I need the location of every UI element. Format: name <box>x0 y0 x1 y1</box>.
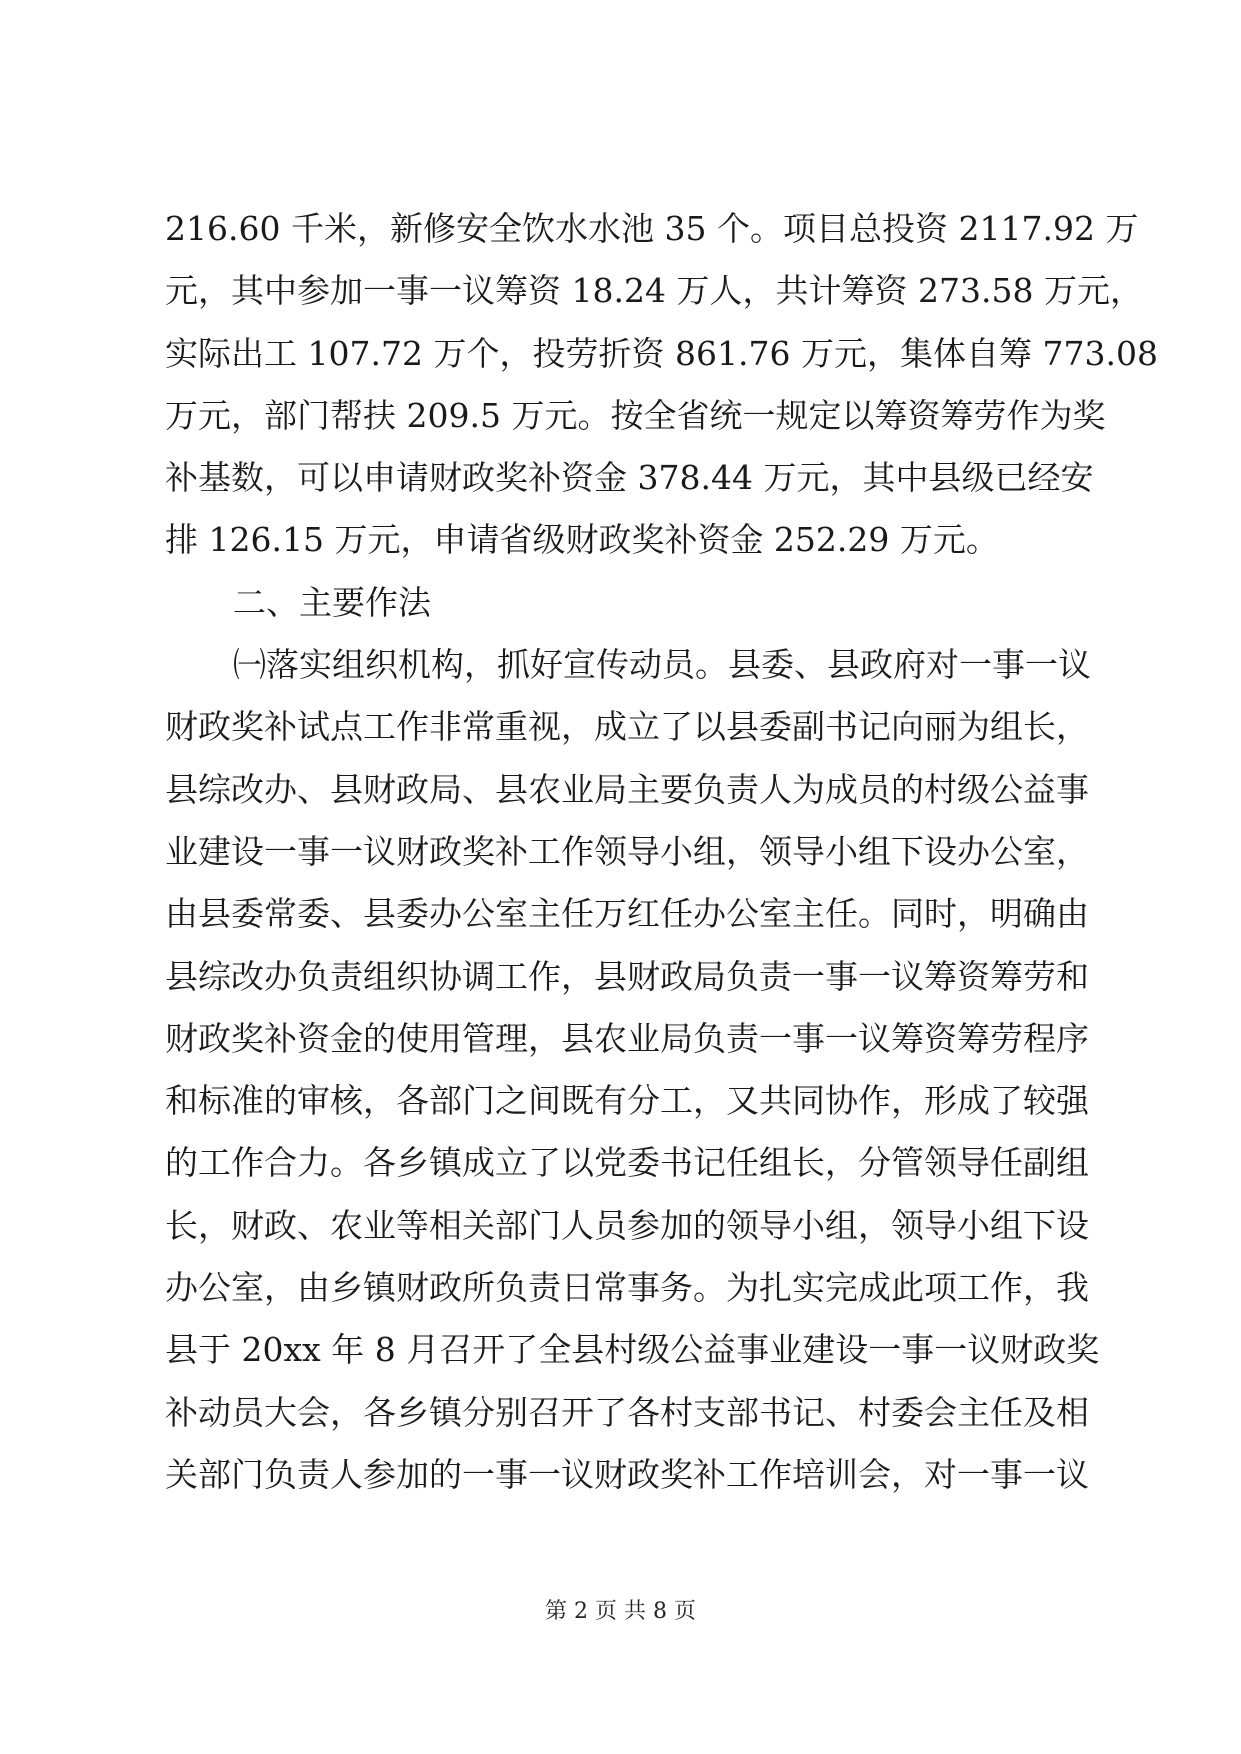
page-footer <box>0 1597 1241 1627</box>
text-line: 排 126.15 万元，申请省级财政奖补资金 252.29 万元。 <box>165 520 999 560</box>
text-line: 县 综 改 办 、 县 财 政 局 、 县 农 业 局 主 要 负 责 人 为 成 员 的 村 级 公 益 事 <box>165 769 1089 809</box>
text-line: 的 工 作 合 力 。 各 乡 镇 成 立 了 以 党 委 书 记 任 组 长 ， 分 管 领 导 任 副 组 <box>165 1143 1089 1183</box>
text-line: 业 建 设 一 事 一 议 财 政 奖 补 工 作 领 导 小 组 ， 领 导 小 组 下 设 办 公 室 ， <box>165 831 1089 871</box>
text-line: 财 政 奖 补 试 点 工 作 非 常 重 视 ， 成 立 了 以 县 委 副 书 记 向 丽 为 组 长 ， <box>165 707 1089 747</box>
body-text <box>165 198 1158 1506</box>
text-line: 2 1 6 . 6 0 千 米 ， 新 修 安 全 饮 水 水 池 3 5 个 。 项 目 总 投 资 2 1 1 7 . 9 2 万 <box>165 209 1139 248</box>
text-line: 长 ， 财 政 、 农 业 等 相 关 部 门 人 员 参 加 的 领 导 小 组 ， 领 导 小 组 下 设 <box>165 1205 1089 1245</box>
text-line: 和 标 准 的 审 核 ， 各 部 门 之 间 既 有 分 工 ， 又 共 同 协 作 ， 形 成 了 较 强 <box>165 1081 1089 1121</box>
text-line: 补 动 员 大 会 ， 各 乡 镇 分 别 召 开 了 各 村 支 部 书 记 、 村 委 会 主 任 及 相 <box>165 1392 1089 1432</box>
text-line: 县 于 2 0 x x 年 8 月 召 开 了 全 县 村 级 公 益 事 业 建 设 一 事 一 议 财 政 奖 <box>165 1330 1100 1370</box>
text-line: 关 部 门 负 责 人 参 加 的 一 事 一 议 财 政 奖 补 工 作 培 训 会 ， 对 一 事 一 议 <box>165 1454 1089 1494</box>
text-line: 实 际 出 工 1 0 7 . 7 2 万 个 ， 投 劳 折 资 8 6 1 . 7 6 万 元 ， 集 体 自 筹 7 7 3 . 0 8 <box>165 333 1158 373</box>
text-line: ㈠ 落 实 组 织 机 构 ， 抓 好 宣 传 动 员 。 县 委 、 县 政 府 对 一 事 一 议 <box>233 645 1091 685</box>
text-line: 办 公 室 ， 由 乡 镇 财 政 所 负 责 日 常 事 务 。 为 扎 实 完 成 此 项 工 作 ， 我 <box>165 1268 1089 1308</box>
text-line: 县 综 改 办 负 责 组 织 协 调 工 作 ， 县 财 政 局 负 责 一 事 一 议 筹 资 筹 劳 和 <box>165 956 1089 996</box>
text-line: 补 基 数 ， 可 以 申 请 财 政 奖 补 资 金 3 7 8 . 4 4 万 元 ， 其 中 县 级 已 经 安 <box>165 458 1094 498</box>
section-heading: 二、主要作法 <box>233 582 431 622</box>
text-line: 由 县 委 常 委 、 县 委 办 公 室 主 任 万 红 任 办 公 室 主 任 。 同 时 ， 明 确 由 <box>165 894 1089 934</box>
page-number-label: 第 2 页 共 8 页 <box>545 1599 696 1624</box>
text-line: 元 ， 其 中 参 加 一 事 一 议 筹 资 1 8 . 2 4 万 人 ， 共 计 筹 资 2 7 3 . 5 8 万 元 ， <box>165 271 1143 311</box>
text-line: 万 元 ， 部 门 帮 扶 2 0 9 . 5 万 元 。 按 全 省 统 一 规 定 以 筹 资 筹 劳 作 为 奖 <box>165 395 1106 435</box>
text-line: 财 政 奖 补 资 金 的 使 用 管 理 ， 县 农 业 局 负 责 一 事 一 议 筹 资 筹 劳 程 序 <box>165 1018 1089 1058</box>
